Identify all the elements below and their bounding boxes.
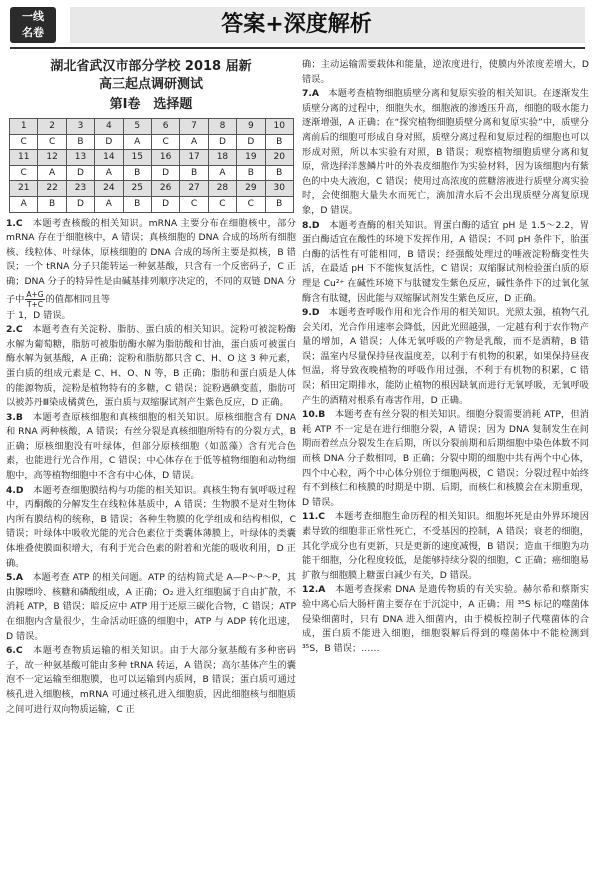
explanation-text: 本题考查原核细胞和真核细胞的相关知识。原核细胞含有 DNA 和 RNA 两种核酸，A 错误；有丝分裂是真核细胞所特有的分裂方式，B 正确；原核细胞没有叶绿体，但部分原核细胞（如蓝藻）含有光合色素，也能进行光合作用，C 错误；中心体存在于低等植物细胞和动物细胞中，高等植物细胞中不含有中心体，D 错误。 [6, 411, 296, 482]
answer-cell: 29 [237, 181, 265, 197]
answer-cell: A [123, 134, 151, 150]
answer-cell: C [38, 134, 66, 150]
question-number: 12.A [302, 584, 326, 596]
explanation-text: 本题考查酶的相关知识。胃蛋白酶的适宜 pH 是 1.5～2.2，胃蛋白酶适宜在酸性的环境下发挥作用，A 错误；不同 pH 条件下，胎蛋白酶的活性有可能相同，B 错误；经强酸处理过的唾液淀粉酶变性失活，在最适 pH 下不能恢复活性，C 错误；双缩脲试剂检验蛋白质的原理是 Cu²⁺ 在碱性环境下与肽键发生紫色反应，碱性条件下的过氧化氢酶含有肽键，因此能与双缩脲试剂发生紫色反应，D 正确。 [302, 219, 589, 304]
answer-cell: C [151, 134, 179, 150]
answer-number-row [10, 181, 294, 197]
answer-cell: 21 [10, 181, 38, 197]
answer-cell: B [265, 196, 293, 212]
answer-cell: A [95, 165, 123, 181]
answer-cell: D [151, 196, 179, 212]
explanation-paragraph [6, 411, 296, 484]
explanation-text: 于 1，D 错误。 [6, 309, 71, 321]
answer-cell: 19 [237, 150, 265, 166]
page-title: 答案+深度解析 [221, 12, 372, 37]
logo-line2: 名卷 [22, 26, 44, 39]
answer-cell: B [38, 196, 66, 212]
answer-cell: C [10, 165, 38, 181]
answer-cell: A [208, 165, 236, 181]
explanation-paragraph [302, 583, 589, 656]
explanation-paragraph [302, 408, 589, 510]
explanation-text: 本题考查细胞膜结构与功能的相关知识。真核生物有氧呼吸过程中，丙酮酸的分解发生在线粒体基质中，A 错误；生物膜不是对生物体内所有膜结构的统称，B 错误；各种生物膜的化学组成和结构相似，C 错误；叶绿体中吸收光能的光合色素位于类囊体薄膜上，叶绿体的类囊体堆叠使膜面积增大，有利于光合色素的附着和光能的吸收利用，D 正确。 [6, 484, 296, 569]
answer-cell: D [66, 196, 94, 212]
question-number: 4.D [6, 484, 24, 496]
answer-cell: 20 [265, 150, 293, 166]
answer-key-row [10, 196, 294, 212]
question-number: 8.D [302, 219, 320, 231]
answer-cell: 16 [151, 150, 179, 166]
question-number: 11.C [302, 511, 326, 523]
section-title: 第Ⅰ卷 选择题 [109, 97, 193, 112]
answer-key-row [10, 134, 294, 150]
answer-table [9, 118, 294, 213]
answer-cell: 27 [180, 181, 208, 197]
explanation-text: 本题考查探索 DNA 是遗传物质的有关实验。赫尔希和蔡斯实验中离心后大肠杆菌主要存在于沉淀中，A 正确；用 ³⁵S 标记的噬菌体侵染细菌时，只有 DNA 进入细菌内，由于模板控制子代噬菌体的合成，蛋白质不能进入细胞，细胞裂解后得到的噬菌体中不能检测到 ³⁵S，B 错误；…… [302, 584, 589, 654]
answer-cell: 24 [95, 181, 123, 197]
explanation-paragraph [6, 323, 296, 411]
answer-cell: D [95, 134, 123, 150]
answer-cell: B [265, 134, 293, 150]
right-explanations [302, 58, 589, 656]
explanation-paragraph [302, 219, 589, 307]
answer-cell: C [10, 134, 38, 150]
answer-cell: 4 [95, 119, 123, 135]
answer-cell: 28 [208, 181, 236, 197]
answer-cell: A [95, 196, 123, 212]
answer-cell: A [180, 134, 208, 150]
answer-key-row [10, 165, 294, 181]
answer-cell: 26 [151, 181, 179, 197]
explanation-text: 确；主动运输需要载体和能量，逆浓度进行，使膜内外浓度差增大，D 错误。 [302, 59, 589, 85]
answer-cell: D [237, 134, 265, 150]
answer-cell: 10 [265, 119, 293, 135]
answer-cell: A [10, 196, 38, 212]
answer-cell: 17 [180, 150, 208, 166]
answer-cell: 6 [151, 119, 179, 135]
answer-cell: 2 [38, 119, 66, 135]
explanation-paragraph [6, 571, 296, 644]
explanation-text: 本题考查物质运输的相关知识。由于大部分氨基酸有多种密码子，故一种氨基酸可能由多种 tRNA 转运，A 错误；高尔基体产生的囊泡不一定运输至细胞膜，也可以运输到内质网，B 错误；蛋白质可通过核孔进入细胞核，mRNA 可通过核孔进入细胞质，因此细胞核与细胞质之间可进行双向物质运输，C 正 [6, 645, 296, 715]
answer-cell: 1 [10, 119, 38, 135]
answer-cell: 8 [208, 119, 236, 135]
explanation-text: 本题考查 ATP 的相关问题。ATP 的结构简式是 A—P～P～P，其由腺嘌呤、核糖和磷酸组成，A 正确；O₂ 进入红细胞属于自由扩散，不消耗 ATP，B 错误；暗反应中 ATP 用于还原三碳化合物，C 错误；ATP 在细胞内含量很少，生命活动旺盛的细胞中，ATP 与 ADP 转化迅速，D 错误。 [6, 572, 296, 642]
question-number: 7.A [302, 88, 319, 100]
answer-cell: B [123, 196, 151, 212]
explanation-paragraph [6, 309, 296, 324]
explanation-text: 本题考查呼吸作用和光合作用的相关知识。光照太强，植物气孔会关闭，光合作用速率会降低，因此光照越强，一定越有利于农作物产量的增加，A 错误；人体无氧呼吸的产物是乳酸，而不是酒精，B 错误；温室内尽量保持昼夜温度差，以利于有机物的积累，如果保持昼夜恒温，将导致夜晚植物的呼吸作用过强，不利于有机物的积累，C 错误；稻田定期排水，能防止植物的根因缺氧而进行无氧呼吸，无氧呼吸产生的酒精对根系有毒害作用，D 正确。 [302, 307, 589, 406]
header-divider [10, 47, 585, 49]
answer-cell: B [237, 165, 265, 181]
answer-cell: C [180, 196, 208, 212]
left-explanations [6, 217, 296, 718]
answer-cell: C [237, 196, 265, 212]
explanation-paragraph [302, 87, 589, 218]
exam-title-line1: 湖北省武汉市部分学校 2018 届新 [50, 59, 252, 74]
explanation-paragraph [6, 217, 296, 309]
answer-cell: 5 [123, 119, 151, 135]
question-number: 5.A [6, 572, 23, 584]
right-column [302, 58, 589, 656]
answer-cell: B [66, 134, 94, 150]
page-header [0, 0, 593, 50]
explanation-paragraph [302, 306, 589, 408]
question-number: 9.D [302, 307, 320, 319]
logo-line1: 一线 [22, 10, 44, 23]
explanation-text: 本题考查有关淀粉、脂肪、蛋白质的相关知识。淀粉可被淀粉酶水解为葡萄糖，脂肪可被脂肪酶水解为脂肪酸和甘油，蛋白质可被蛋白酶水解为氨基酸，A 正确；淀粉和脂肪都只含 C、H、O 这 3 种元素，蛋白质的组成元素是 C、H、O、N 等，B 正确；脂肪和蛋白质是人体的能源物质，淀粉是植物特有的多糖，C 错误；淀粉遇碘变蓝，脂肪可以被苏丹Ⅲ染成橘黄色，蛋白质与双缩脲试剂产生紫色反应，D 正确。 [6, 324, 296, 409]
answer-cell: 13 [66, 150, 94, 166]
answer-number-row [10, 150, 294, 166]
explanation-paragraph [302, 510, 589, 583]
answer-cell: 12 [38, 150, 66, 166]
answer-cell: 14 [95, 150, 123, 166]
explanation-text: 本题考查细胞生命历程的相关知识。细胞坏死是由外界环境因素导致的细胞非正常性死亡，不受基因的控制，A 错误；衰老的细胞，其化学成分也有更新，只是更新的速度减慢，B 错误；造血干细胞为功能干细胞，分化程度较低，是能够持续分裂的细胞，C 正确；癌细胞易扩散与细胞膜上糖蛋白减少有关，D 错误。 [302, 511, 589, 581]
answer-cell: B [123, 165, 151, 181]
explanation-text: 本题考查核酸的相关知识。mRNA 主要分布在细胞核中，部分 mRNA 存在于细胞核中，A 错误；真核细胞的 DNA 合成的场所有细胞核、线粒体、叶绿体，原核细胞的 DNA 合成的场所主要是拟核，B 错误；一个 tRNA 分子只能转运一种氨基酸，只含有一个反密码子，C 正确；DNA 分子的特异性是由碱基排列顺序决定的，不同的双链 DNA 分子中 [6, 217, 296, 305]
question-number: 6.C [6, 645, 23, 657]
question-number: 3.B [6, 411, 23, 423]
answer-cell: 30 [265, 181, 293, 197]
answer-cell: 18 [208, 150, 236, 166]
answer-cell: 22 [38, 181, 66, 197]
explanation-text: 本题考查有丝分裂的相关知识。细胞分裂需要消耗 ATP，但消耗 ATP 不一定是在进行细胞分裂，A 错误；因为 DNA 复制发生在间期而着丝点分裂发生在后期，所以分裂前期和后期细胞中染色体数不同而核 DNA 分子数相同，B 正确；分裂中期的细胞中共有两个中心体，四个中心粒，两个中心体分别位于细胞两极，C 错误；分裂过程中始终有不到核仁和核膜的时期是中期、后期，而核仁和核膜会在末期重现，D 错误。 [302, 409, 589, 508]
answer-number-row [10, 119, 294, 135]
exam-title-line2: 高三起点调研测试 [98, 77, 203, 92]
answer-cell: A [38, 165, 66, 181]
fraction-denominator: T+C [26, 299, 44, 309]
answer-cell: B [180, 165, 208, 181]
left-column [6, 58, 296, 717]
answer-cell: 23 [66, 181, 94, 197]
explanation-paragraph [6, 484, 296, 572]
explanation-text: 本题考查植物细胞质壁分离和复原实验的相关知识。在逐渐发生质壁分离的过程中，细胞失水，细胞液的渗透压升高，细胞的吸水能力逐渐增强，A 正确；在“探究植物细胞质壁分离和复原实验”中，质壁分离前后的细胞可形成自身对照，质壁分离过程和复原过程的细胞也可以形成对照，所以本实验有对照，B 错误；观察植物细胞质壁分离和复原，常选择洋葱鳞片叶的外表皮细胞作为实验材料，因为该细胞内有紫色的中央大液泡，C 错误；使用过高浓度的蔗糖溶液进行质壁分离实验时，会使细胞大量失水而死亡，滴加清水后不会出现质壁分离复原现象，D 错误。 [302, 88, 589, 216]
fraction [25, 290, 44, 309]
answer-cell: 11 [10, 150, 38, 166]
answer-cell: 7 [180, 119, 208, 135]
question-number: 1.C [6, 217, 23, 229]
answer-cell: 3 [66, 119, 94, 135]
fraction-suffix: 的值都相同且等 [45, 293, 110, 305]
answer-cell: D [151, 165, 179, 181]
answer-cell: D [208, 134, 236, 150]
answer-cell: D [66, 165, 94, 181]
answer-cell: B [265, 165, 293, 181]
answer-cell: C [208, 196, 236, 212]
answer-cell: 9 [237, 119, 265, 135]
answer-cell: 25 [123, 181, 151, 197]
explanation-paragraph [302, 58, 589, 87]
question-number: 10.B [302, 409, 326, 421]
question-number: 2.C [6, 324, 23, 336]
answer-cell: 15 [123, 150, 151, 166]
explanation-paragraph [6, 644, 296, 717]
fraction-numerator: A+G [26, 289, 44, 299]
